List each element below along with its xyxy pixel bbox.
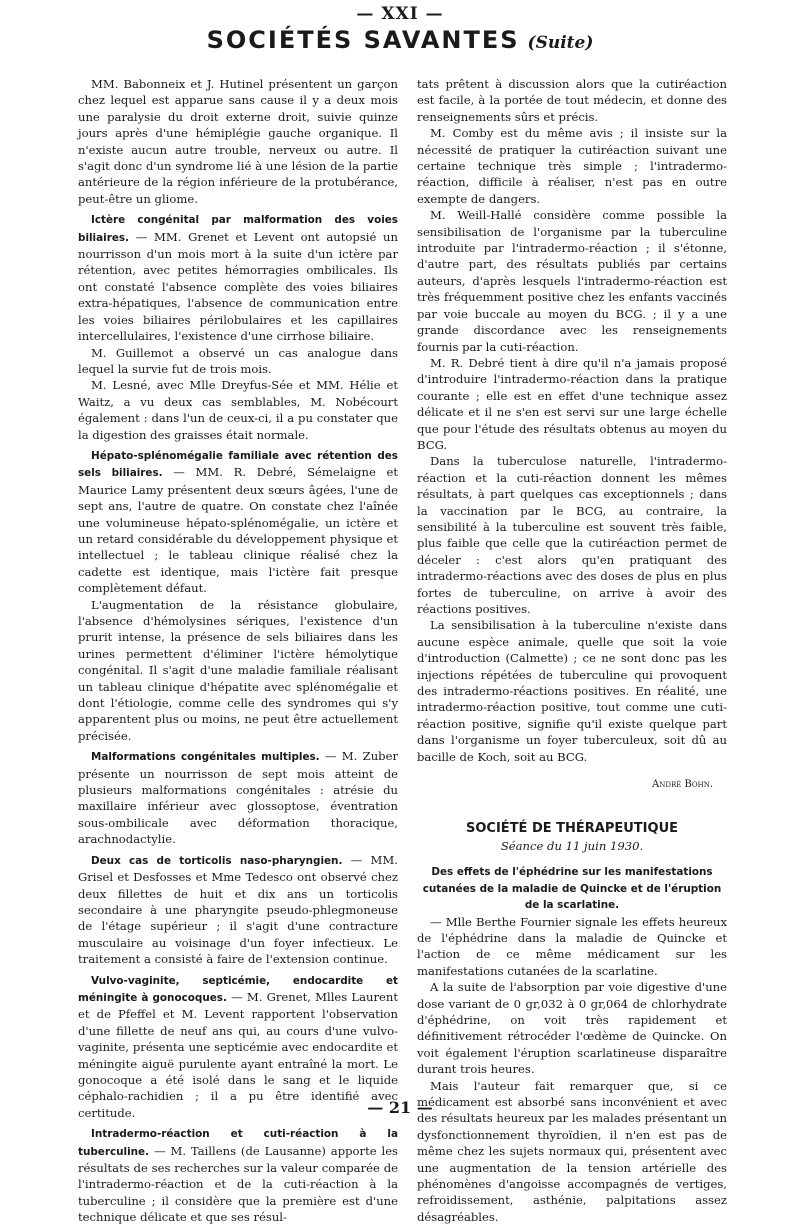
paragraph-text: — MM. Grenet et Levent ont autopsié un nourrisson d'un mois mort à la suite d'un ictère par rétention, avec petites hémorragies ombilicales. Ils ont constaté l'absence complète des voies biliaires extra-hépatiques, l'absence de communication entre les voies biliaires périlobulaires et les capillaires intercellulaires, l'existence d'une cirrhose biliaire. xyxy=(78,229,398,344)
paragraph: M. Lesné, avec Mlle Dreyfus-Sée et MM. Hélie et Waitz, a vu deux cas semblables, M. Nobécourt également : dans l'un de ceux-ci, il a pu constater que la digestion des graisses était normale. xyxy=(78,378,398,442)
paragraph-text: — MM. Grisel et Desfosses et Mme Tedesco ont observé chez deux fillettes de huit et dix ans un torticolis secondaire à une pharyngite pseudo-phlegmoneuse de l'étage supérieur ; il s'agit d'une contracture musculaire au voisinage d'un foyer infectieux. Le traitement a consisté à faire de l'extension continue. xyxy=(78,852,398,967)
paragraph: La sensibilisation à la tuberculine n'existe dans aucune espèce animale, quelle que soit la voie d'introduction (Calmette) ; ce ne sont donc pas les injections répétées de tuberculine qui provoquent des intradermo-réactions positives. En réalité, une intradermo-réaction positive, tout comme une cuti-réaction positive, signifie qu'il existe quelque part dans l'organisme un foyer tuberculeux, soit dû au bacille de Koch, soit au BCG. xyxy=(417,618,727,764)
header-title: SOCIÉTÉS SAVANTES xyxy=(206,26,520,54)
paragraph xyxy=(78,1125,398,1225)
paragraph: — Mlle Berthe Fournier signale les effets heureux de l'éphédrine dans la maladie de Quincke et l'action de ce même médicament sur les manifestations cutanées de la scarlatine. xyxy=(417,914,727,978)
article-title: Hépato-splénomégalie familiale avec rétention des sels biliaires. xyxy=(78,449,398,480)
paragraph: A la suite de l'absorption par voie digestive d'une dose variant de 0 gr,032 à 0 gr,064 de chlorhydrate d'éphédrine, on voit très rapidement et définitivement rétrocéder l'œdème de Quincke. On voit également l'éruption scarlatineuse disparaître durant trois heures. xyxy=(417,980,727,1077)
paragraph: tats prêtent à discussion alors que la cutiréaction est facile, à la portée de tout médecin, et donne des renseignements sûrs et précis. xyxy=(417,77,727,124)
left-column xyxy=(78,76,398,1226)
paragraph xyxy=(78,852,398,968)
article-title: Vulvo-vaginite, septicémie, endocardite et méningite à gonocoques. xyxy=(78,974,398,1004)
paragraph xyxy=(78,211,398,344)
page-roman-number: — XXI — xyxy=(356,4,444,24)
paragraph: Mais l'auteur fait remarquer que, si ce médicament est absorbé sans inconvénient et avec des résultats heureux par les malades présentant un dysfonctionnement thyroïdien, il n'en est pas de même chez les sujets normaux qui, présentent avec une augmentation de la tension artérielle des phénomènes d'angoisse accompagnés de vertiges, refroidissement, asthénie, palpitations assez désagréables. xyxy=(417,1078,727,1224)
right-column xyxy=(417,76,727,1225)
article-title: Des effets de l'éphédrine sur les manifestations cutanées de la maladie de Quincke et de l'éruption de la scarlatine. xyxy=(422,866,722,912)
header-suite: (Suite) xyxy=(527,33,594,53)
paragraph: L'augmentation de la résistance globulaire, l'absence d'hémolysines sériques, l'existence d'un prurit intense, la présence de sels biliaires dans les urines permettent d'éliminer l'ictère hémolytique congénital. Il s'agit d'une maladie familiale réalisant un tableau clinique d'hépatite avec splénomégalie et dont l'étiologie, comme celle des syndromes qui s'y apparentent plus ou moins, ne peut être actuellement précisée. xyxy=(78,597,398,743)
paragraph: MM. Babonneix et J. Hutinel présentent un garçon chez lequel est apparue sans cause il y a deux mois une paralysie du droit externe droit, suivie quinze jours après d'une hémiplégie gauche organique. Il n'existe aucun autre trouble, nerveux ou autre. Il s'agit donc d'un syndrome lié à une lésion de la partie antérieure de la région inférieure de la protubérance, peut-être un gliome. xyxy=(78,77,398,206)
section-title: SOCIÉTÉ DE THÉRAPEUTIQUE xyxy=(466,821,678,837)
paragraph-text: — M. Zuber présente un nourrisson de sept mois atteint de plusieurs malformations congénitales : atrésie du maxillaire inférieur avec glossoptose, éventration sous-ombilicale avec déformation thoracique, arachnodactylie. xyxy=(78,749,398,847)
paragraph: Dans la tuberculose naturelle, l'intradermo-réaction et la cuti-réaction donnent les mêmes résultats, à part quelques cas exceptionnels ; dans la vaccination par le BCG, au contraire, la sensibilité à la tuberculine est souvent très faible, plus faible que celle que la cutiréaction permet de déceler : c'est alors qu'en pratiquant des intradermo-réactions avec des doses de plus en plus fortes de tuberculine, on arrive à avoir des réactions positives. xyxy=(417,454,727,616)
page-header xyxy=(0,26,800,54)
session-date: Séance du 11 juin 1930. xyxy=(500,838,644,853)
page-number: — 21 — xyxy=(367,1098,433,1117)
paragraph: M. Guillemot a observé un cas analogue dans lequel la survie fut de trois mois. xyxy=(78,345,398,376)
paragraph-text: — M. Grenet, Mlles Laurent et de Pfeffel et M. Levent rapportent l'observation d'une fillette de neuf ans qui, au cours d'une vulvo-vaginite, présenta une septicémie avec endocardite et méningite aiguë purulente ayant entraîné la mort. Le gonocoque a été isolé dans le sang et le liquide céphalo-rachidien ; il a pu être identifié avec certitude. xyxy=(78,989,399,1120)
paragraph xyxy=(78,748,398,847)
article-title: Ictère congénital par malformation des voies biliaires. xyxy=(78,214,398,244)
paragraph-text: — M. Taillens (de Lausanne) apporte les résultats de ses recherches sur la valeur comparée de l'intradermo-réaction et de la cuti-réaction à la tuberculine ; il considère que la première est d'une technique délicate et que ses résul- xyxy=(78,1143,399,1225)
article-title: Deux cas de torticolis naso-pharyngien. xyxy=(91,854,343,867)
article-title: Malformations congénitales multiples. xyxy=(91,751,320,764)
paragraph-text: — MM. R. Debré, Sémelaigne et Maurice Lamy présentent deux sœurs âgées, l'une de sept ans, l'autre de quatre. On constate chez l'aînée une volumineuse hépato-splénomégalie, un ictère et un retard considérable du développement physique et intellectuel ; le tableau clinique réalisé chez la cadette est identique, mais l'ictère fait presque complètement défaut. xyxy=(78,465,398,596)
author-signature: André Bohn. xyxy=(651,779,713,791)
paragraph xyxy=(78,447,398,597)
paragraph: M. R. Debré tient à dire qu'il n'a jamais proposé d'introduire l'intradermo-réaction dans la pratique courante ; elle est en effet d'une technique assez délicate et il ne s'en est servi sur une large échelle que pour l'étude des résultats obtenus au moyen du BCG. xyxy=(417,355,727,452)
paragraph: M. Comby est du même avis ; il insiste sur la nécessité de pratiquer la cutiréaction suivant une certaine technique très simple ; l'intradermo-réaction, difficile à réaliser, n'est pas en outre exempte de dangers. xyxy=(417,126,727,206)
article-title: Intradermo-réaction et cuti-réaction à la tuberculine. xyxy=(78,1128,398,1158)
paragraph: M. Weill-Hallé considère comme possible la sensibilisation de l'organisme par la tuberculine introduite par l'intradermo-réaction ; il s'étonne, d'autre part, des résultats publiés par certains auteurs, d'après lesquels l'intradermo-réaction est très fréquemment positive chez les enfants vaccinés par voie buccale au moyen du BCG. ; il y a une grande discordance avec les renseignements fournis par la cuti-réaction. xyxy=(417,208,727,354)
